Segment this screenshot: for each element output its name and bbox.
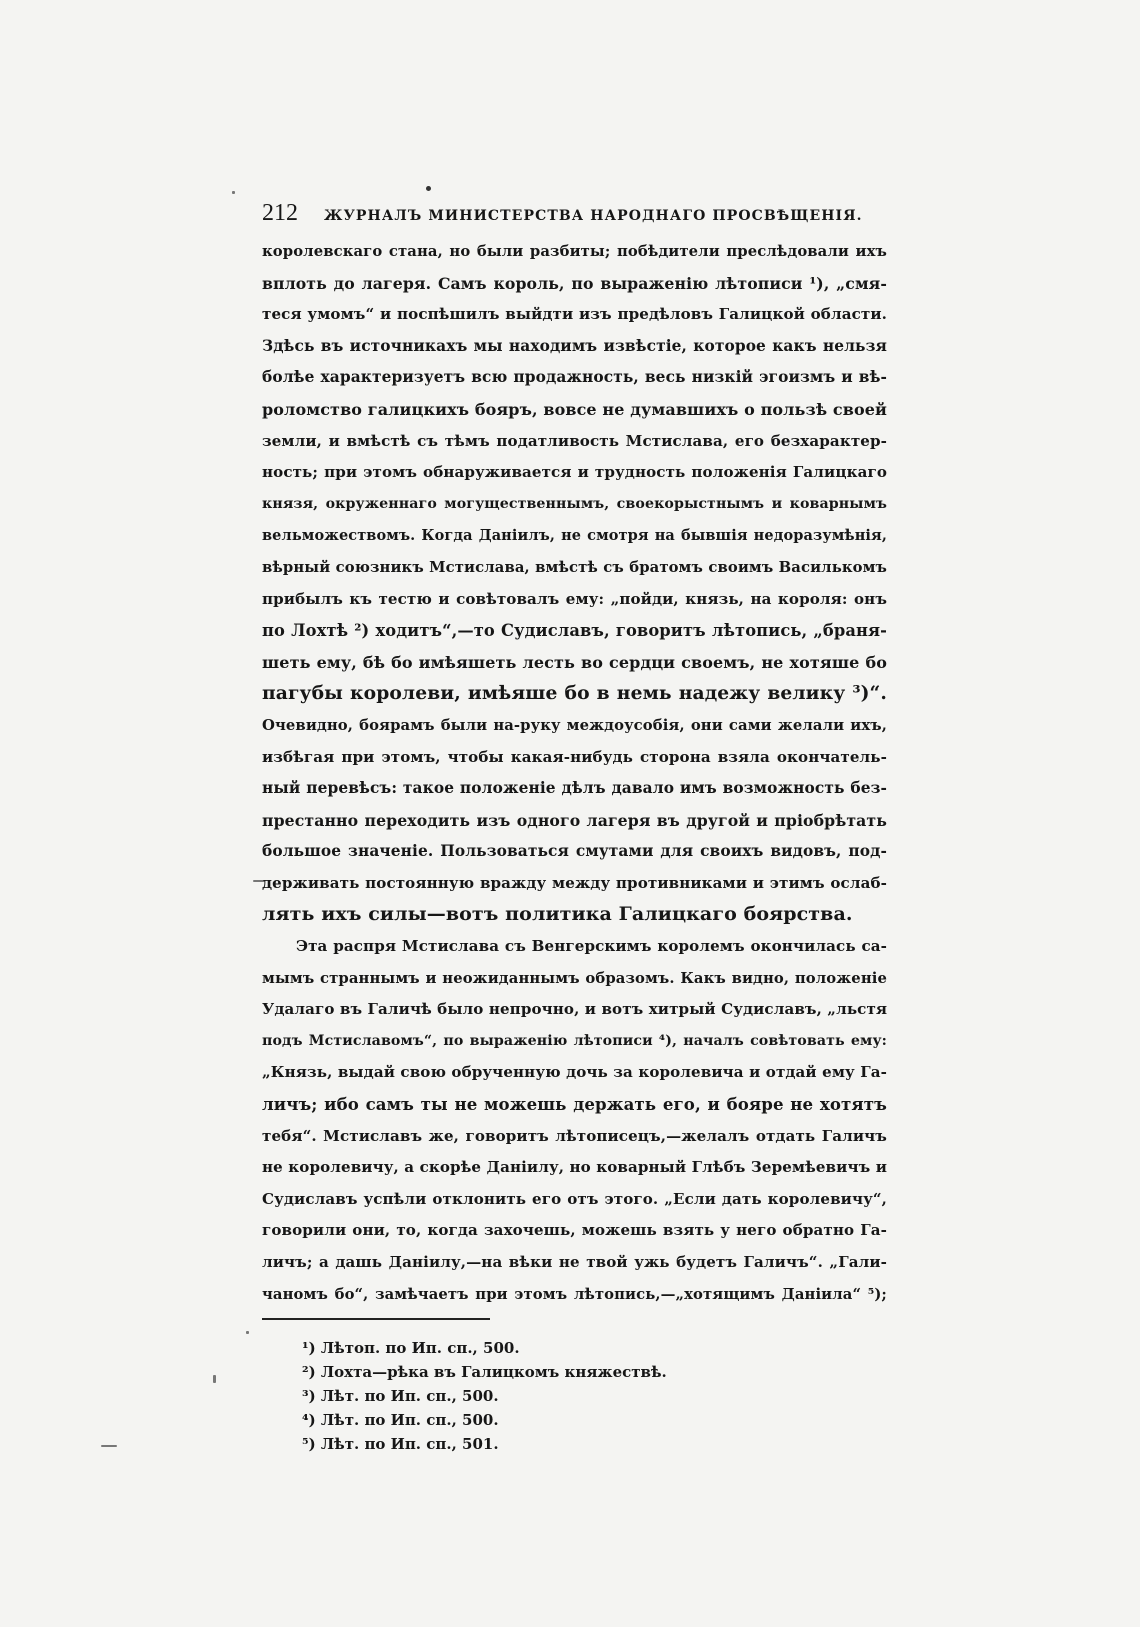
- text-line: Эта распря Мстислава съ Венгерскимъ королемъ окончилась са-: [296, 937, 887, 956]
- text-line: Очевидно, боярамъ были на-руку междоусобія, они сами желали ихъ,: [262, 716, 887, 734]
- text-line: престанно переходить изъ одного лагеря въ другой и пріобрѣтать: [262, 810, 887, 830]
- text-line: не королевичу, а скорѣе Даніилу, но коварный Глѣбъ Зеремѣевичъ и: [262, 1158, 887, 1177]
- text-line: шеть ему, бѣ бо имѣяшеть лесть во сердци своемъ, не хотяше бо: [262, 652, 887, 672]
- text-line: земли, и вмѣстѣ съ тѣмъ податливость Мстислава, его безхарактер-: [262, 431, 887, 450]
- footnote: ⁵) Лѣт. по Ип. сп., 501.: [302, 1435, 499, 1454]
- scan-speck: [426, 186, 431, 191]
- text-line: ность; при этомъ обнаруживается и трудность положенія Галицкаго: [262, 463, 887, 482]
- text-line: Удалаго въ Галичѣ было непрочно, и вотъ хитрый Судиславъ, „льстя: [262, 1000, 888, 1019]
- scan-speck: [213, 1375, 216, 1383]
- footnote: ³) Лѣт. по Ип. сп., 500.: [302, 1387, 499, 1406]
- scan-speck: [246, 1331, 249, 1334]
- text-line: князя, окруженнаго могущественнымъ, своекорыстнымъ и коварнымъ: [262, 495, 887, 512]
- text-line: болѣе характеризуетъ всю продажность, весь низкій эгоизмъ и вѣ-: [262, 368, 887, 387]
- text-line: избѣгая при этомъ, чтобы какая-нибудь сторона взяла окончатель-: [262, 747, 887, 766]
- footnotes: [262, 1336, 887, 1456]
- text-line: Судиславъ успѣли отклонить его отъ этого. „Если дать королевичу“,: [262, 1189, 887, 1208]
- text-line: говорили они, то, когда захочешь, можешь взять у него обратно Га-: [262, 1221, 887, 1240]
- text-line: прибылъ къ тестю и совѣтовалъ ему: „пойди, князь, на короля: онъ: [262, 589, 887, 608]
- footnote-rule: [262, 1318, 490, 1320]
- text-line: роломство галицкихъ бояръ, вовсе не думавшихъ о пользѣ своей: [262, 399, 887, 419]
- text-line: по Лохтѣ ²) ходитъ“,—то Судиславъ, говоритъ лѣтопись, „браня-: [262, 621, 887, 641]
- text-line: вплоть до лагеря. Самъ король, по выраженію лѣтописи ¹), „смя-: [262, 273, 887, 293]
- running-head: ЖУРНАЛЪ МИНИСТЕРСТВА НАРОДНАГО ПРОСВѢЩЕНІЯ.: [324, 208, 863, 224]
- page-number: 212: [262, 200, 298, 226]
- text-line: пагубы королеви, имѣяше бо в немь надежу велику ³)“.: [262, 682, 887, 705]
- paragraph-2: [262, 931, 887, 1310]
- paragraph-1: [262, 236, 887, 931]
- footnote: ²) Лохта—рѣка въ Галицкомъ княжествѣ.: [302, 1363, 667, 1382]
- text-line: большое значеніе. Пользоваться смутами для своихъ видовъ, под-: [262, 842, 887, 861]
- text-line: королевскаго стана, но были разбиты; побѣдители преслѣдовали ихъ: [262, 243, 887, 260]
- text-line: Здѣсь въ источникахъ мы находимъ извѣстіе, которое какъ нельзя: [262, 336, 887, 355]
- text-line: тебя“. Мстиславъ же, говоритъ лѣтописецъ,—желалъ отдать Галичъ: [262, 1126, 887, 1145]
- text-line: чаномъ бо“, замѣчаетъ при этомъ лѣтопись,—„хотящимъ Даніила“ ⁵);: [262, 1285, 887, 1303]
- scan-speck: [101, 1445, 117, 1447]
- text-line: личъ; а дашь Даніилу,—на вѣки не твой ужь будетъ Галичъ“. „Гали-: [262, 1253, 887, 1271]
- book-page: [262, 200, 887, 1456]
- page-header: [262, 200, 887, 236]
- text-line: держивать постоянную вражду между противниками и этимъ ослаб-: [262, 873, 887, 892]
- text-line: мымъ страннымъ и неожиданнымъ образомъ. Какъ видно, положеніе: [262, 969, 887, 987]
- text-line: вельможествомъ. Когда Даніилъ, не смотря на бывшія недоразумѣнія,: [262, 527, 887, 545]
- footnote: ¹) Лѣтоп. по Ип. сп., 500.: [302, 1339, 520, 1358]
- text-line: теся умомъ“ и поспѣшилъ выйдти изъ предѣловъ Галицкой области.: [262, 305, 887, 324]
- text-line: подъ Мстиславомъ“, по выраженію лѣтописи ⁴), началъ совѣтовать ему:: [262, 1032, 887, 1049]
- text-line: вѣрный союзникъ Мстислава, вмѣстѣ съ братомъ своимъ Василькомъ: [262, 558, 887, 576]
- text-line: „Князь, выдай свою обрученную дочь за королевича и отдай ему Га-: [262, 1063, 887, 1082]
- text-line: ный перевѣсъ: такое положеніе дѣлъ давало имъ возможность без-: [262, 779, 887, 798]
- footnote: ⁴) Лѣт. по Ип. сп., 500.: [302, 1411, 499, 1430]
- scan-speck: [232, 191, 235, 194]
- text-line: личъ; ибо самъ ты не можешь держать его, и бояре не хотятъ: [262, 1094, 887, 1115]
- text-line: лять ихъ силы—вотъ политика Галицкаго боярства.: [262, 903, 853, 926]
